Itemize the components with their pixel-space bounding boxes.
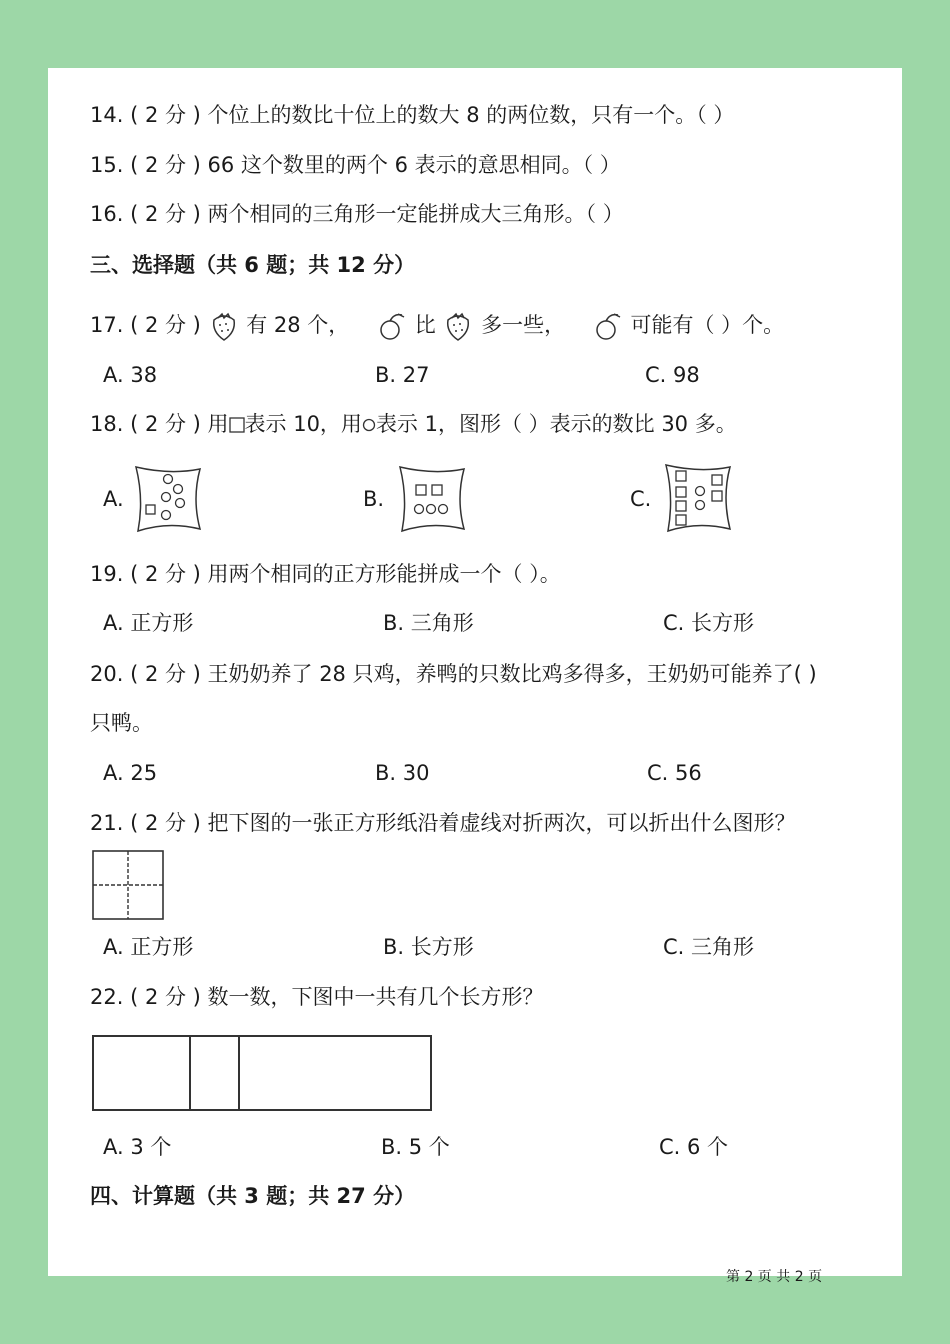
q18-option-b-label[interactable]: B. — [363, 487, 385, 511]
strawberry-icon — [208, 310, 240, 342]
question-17-part4: 可能有（ ）个。 — [630, 313, 785, 337]
strawberry-icon — [442, 310, 474, 342]
question-15: 15. ( 2 分 ) 66 这个数里的两个 6 表示的意思相同。（ ） — [90, 153, 621, 177]
cherry-icon — [592, 311, 624, 341]
circle-icon — [362, 418, 376, 432]
q19-option-a[interactable]: A. 正方形 — [103, 611, 194, 635]
page-footer: 第 2 页 共 2 页 — [726, 1269, 823, 1285]
q18-option-b-figure[interactable] — [394, 463, 470, 535]
q22-option-b[interactable]: B. 5 个 — [381, 1135, 450, 1159]
question-17-part1: 有 28 个， — [246, 313, 350, 337]
q20-option-a[interactable]: A. 25 — [103, 761, 158, 785]
q17-option-b[interactable]: B. 27 — [375, 363, 430, 387]
rectangles-figure — [91, 1034, 433, 1112]
question-18-p2: 表示 10，用 — [244, 412, 362, 436]
q19-option-b[interactable]: B. 三角形 — [383, 611, 474, 635]
q18-option-a-label[interactable]: A. — [103, 487, 124, 511]
section-3-heading: 三、选择题（共 6 题；共 12 分） — [90, 253, 416, 277]
question-17-part3: 多一些， — [481, 313, 566, 337]
q18-option-c-figure[interactable] — [660, 461, 736, 535]
question-16: 16. ( 2 分 ) 两个相同的三角形一定能拼成大三角形。（ ） — [90, 202, 624, 226]
cherry-icon — [376, 311, 408, 341]
q17-option-a[interactable]: A. 38 — [103, 363, 158, 387]
q20-option-b[interactable]: B. 30 — [375, 761, 430, 785]
question-21: 21. ( 2 分 ) 把下图的一张正方形纸沿着虚线对折两次，可以折出什么图形？ — [90, 811, 796, 835]
question-18-p3: 表示 1，图形（ ）表示的数比 30 多。 — [375, 412, 737, 436]
square-icon — [229, 417, 245, 433]
q21-option-c[interactable]: C. 三角形 — [663, 935, 755, 959]
question-14: 14. ( 2 分 ) 个位上的数比十位上的数大 8 的两位数，只有一个。（ ） — [90, 103, 735, 127]
question-17-prefix: 17. ( 2 分 ) — [90, 313, 201, 337]
q22-option-c[interactable]: C. 6 个 — [659, 1135, 729, 1159]
q18-option-c-label[interactable]: C. — [630, 487, 652, 511]
question-20-line-2: 只鸭。 — [90, 711, 153, 735]
question-17 — [90, 310, 784, 342]
question-20-line-1: 20. ( 2 分 ) 王奶奶养了 28 只鸡，养鸭的只数比鸡多得多，王奶奶可能养了( ) — [90, 662, 817, 686]
q21-option-a[interactable]: A. 正方形 — [103, 935, 194, 959]
q18-option-a-figure[interactable] — [130, 463, 206, 535]
section-4-heading: 四、计算题（共 3 题；共 27 分） — [90, 1184, 416, 1208]
folded-square-figure — [91, 849, 165, 921]
question-19: 19. ( 2 分 ) 用两个相同的正方形能拼成一个（ ）。 — [90, 562, 561, 586]
question-18-p1: 18. ( 2 分 ) 用 — [90, 412, 229, 436]
q19-option-c[interactable]: C. 长方形 — [663, 611, 755, 635]
q21-option-b[interactable]: B. 长方形 — [383, 935, 474, 959]
question-18 — [90, 410, 737, 438]
q22-option-a[interactable]: A. 3 个 — [103, 1135, 172, 1159]
q20-option-c[interactable]: C. 56 — [647, 761, 702, 785]
question-22: 22. ( 2 分 ) 数一数，下图中一共有几个长方形？ — [90, 985, 544, 1009]
q17-option-c[interactable]: C. 98 — [645, 363, 700, 387]
question-17-part2: 比 — [414, 313, 436, 337]
